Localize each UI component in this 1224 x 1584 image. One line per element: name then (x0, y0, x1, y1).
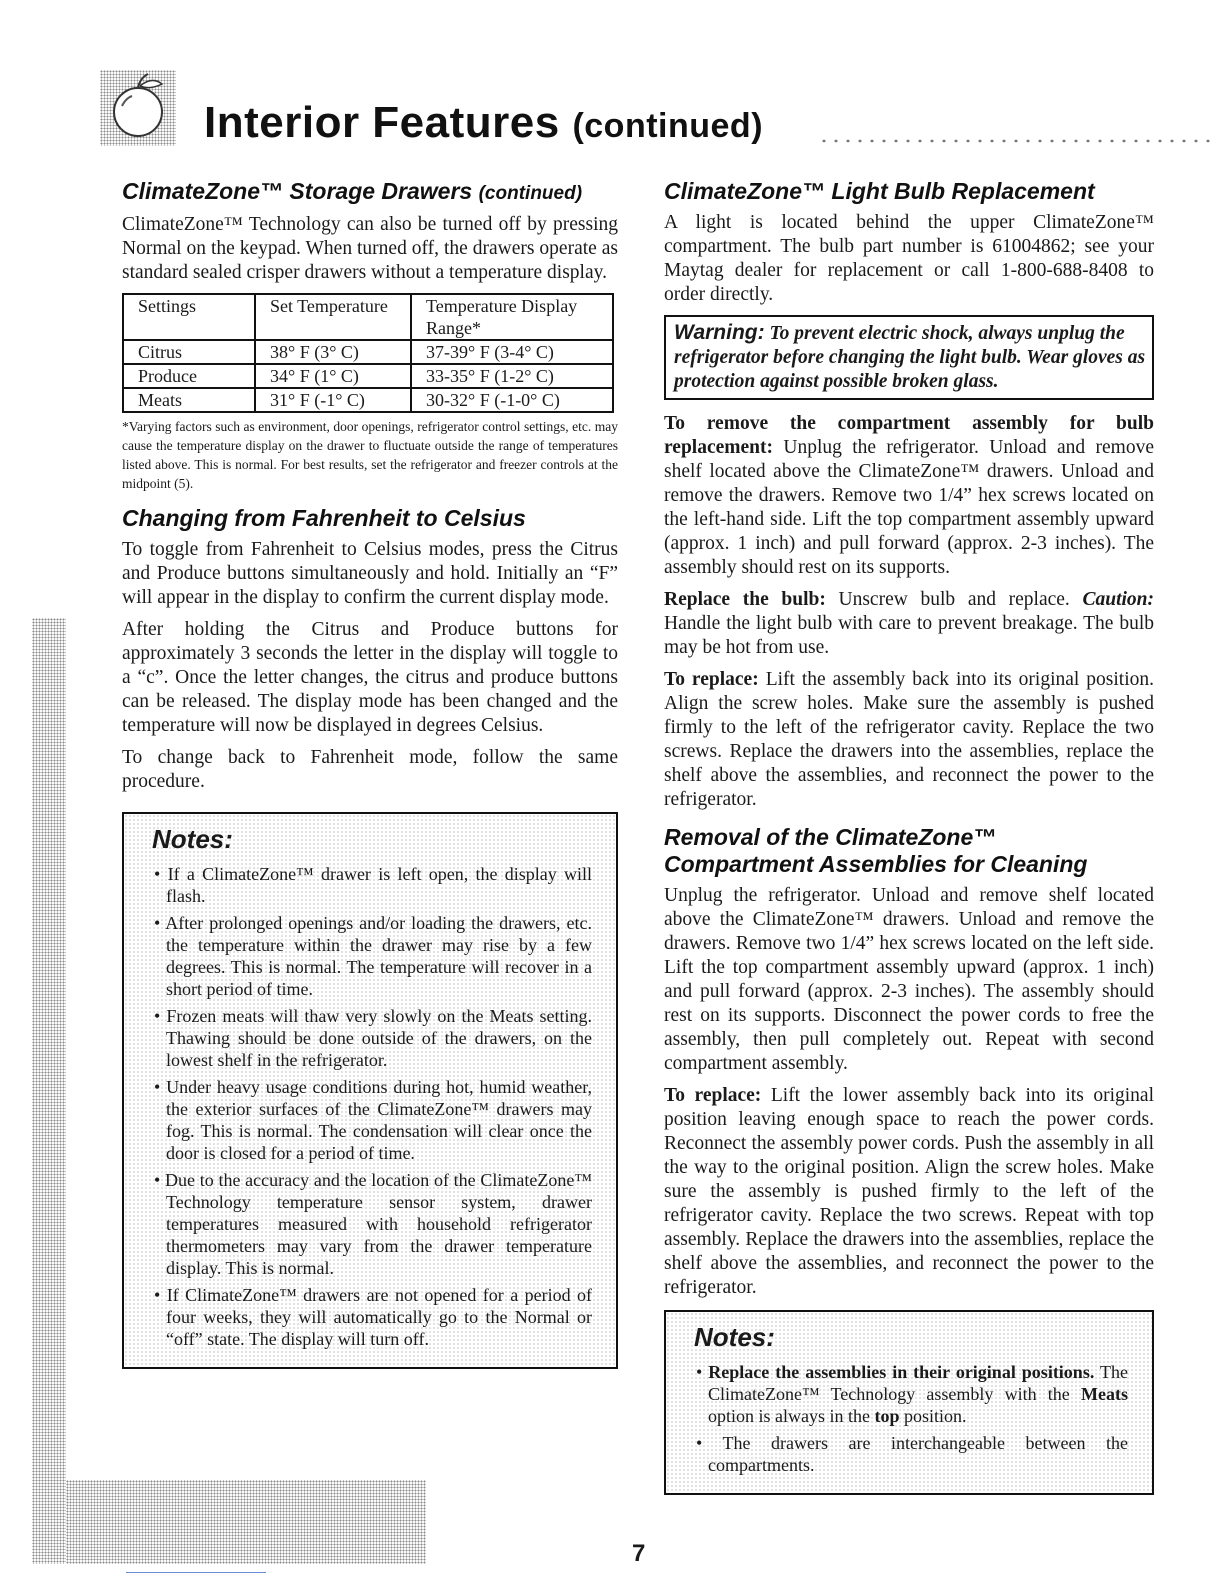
note-item: • Due to the accuracy and the location of the ClimateZone™ Technology temperature sensor system, drawer temperatures measured with household refrigerator thermometers may vary from the drawer temperature display. This is normal. (154, 1170, 592, 1278)
note-item: • The drawers are interchangeable between the compartments. (696, 1433, 1128, 1475)
table-header-cell: Settings (123, 294, 255, 340)
storage-drawers-paragraph: ClimateZone™ Technology can also be turned off by pressing Normal on the keypad. When turned off, the drawers operate as standard sealed crisper drawers without a temperature display. (122, 214, 618, 283)
removal-paragraph: Unplug the refrigerator. Unload and remove shelf located above the ClimateZone™ drawers. Unload and remove the drawers. Remove two 1/4” hex screws located on the left side. Lift the top compartment assembly upward (approx. 1 inch) and pull forward (approx. 2-3 inches). The assembly should rest on its supports. Disconnect the power cords to free the assembly, then pull completely out. Repeat with second compartment assembly. (664, 885, 1154, 1074)
table-cell: Citrus (123, 340, 255, 364)
note-item: • If a ClimateZone™ drawer is left open, the display will flash. (154, 864, 592, 906)
to-replace-paragraph: To replace: Lift the assembly back into its original position. Align the screw holes. Make sure the assembly is pushed firmly to the left of the refrigerator cavity. Replace the two screws. Replace the drawers into the assemblies, replace the shelf above the assemblies, and reconnect the power to the refrigerator. (664, 669, 1155, 810)
light-bulb-paragraph: A light is located behind the upper ClimateZone™ compartment. The bulb part number is 61004862; see your Maytag dealer for replacement or call 1-800-688-8408 to order directly. (664, 212, 1154, 305)
bottom-decorative-strip (66, 1480, 426, 1564)
changing-paragraph-1: To toggle from Fahrenheit to Celsius modes, press the Citrus and Produce buttons simultaneously and hold. Initially an “F” will appear in the display to confirm the current display mode. (122, 539, 618, 608)
changing-paragraph-3: To change back to Fahrenheit mode, follow the same procedure. (122, 747, 618, 792)
page-title: Interior Features (continued) (204, 98, 764, 147)
page-header (100, 70, 1210, 150)
table-cell: 30-32° F (-1-0° C) (411, 388, 613, 412)
warning-label: Warning: (674, 321, 765, 344)
table-cell: 33-35° F (1-2° C) (411, 364, 613, 388)
note-item: • If ClimateZone™ drawers are not opened for a period of four weeks, they will automatically go to the Normal or “off” state. The display will turn off. (154, 1285, 592, 1349)
table-cell: Meats (123, 388, 255, 412)
title-dotted-rule (818, 136, 1210, 146)
left-column (122, 178, 618, 1369)
replace-bulb-paragraph: Replace the bulb: Unscrew bulb and replace. Caution: Handle the light bulb with care to prevent breakage. The bulb may be hot from use. (664, 589, 1155, 658)
warning-text: To prevent electric shock, always unplug the refrigerator before changing the light bulb. Wear gloves as protection against possible broken glass. (674, 323, 1146, 392)
table-header-row (123, 294, 613, 340)
page-number: 7 (632, 1540, 646, 1567)
right-column (664, 178, 1154, 1495)
changing-paragraph-2: After holding the Citrus and Produce buttons for approximately 3 seconds the letter in the display will toggle to a “c”. Once the letter changes, the citrus and produce buttons can be released. The display mode has been changed and the temperature will now be displayed in degrees Celsius. (122, 619, 618, 736)
notes-title: Notes: (152, 824, 233, 854)
table-row (123, 340, 613, 364)
warning-box (664, 315, 1154, 400)
left-decorative-strip (32, 618, 66, 1564)
table-footnote: *Varying factors such as environment, door openings, refrigerator control settings, etc. may cause the temperature display on the drawer to fluctuate outside the range of temperatures listed above. This is normal. For best results, set the refrigerator and freezer controls at the midpoint (5). (122, 419, 618, 491)
table-row (123, 388, 613, 412)
remove-assembly-paragraph: To remove the compartment assembly for bulb replacement: Unplug the refrigerator. Unload and remove shelf located above the ClimateZone™ drawers. Unload and remove the drawers. Remove two 1/4” hex screws located on the left-hand side. Lift the top compartment assembly upward (approx. 1 inch) and pull forward (approx. 2-3 inches). The assembly should rest on its supports. (664, 413, 1154, 578)
table-row (123, 364, 613, 388)
light-bulb-heading: ClimateZone™ Light Bulb Replacement (664, 178, 1095, 204)
table-header-cell: Temperature Display Range* (411, 294, 613, 340)
apple-logo-icon (100, 70, 176, 146)
temperature-table (122, 293, 614, 413)
note-item: • Replace the assemblies in their original positions. The ClimateZone™ Technology assembly with the Meats option is always in the top position. (696, 1362, 1128, 1426)
table-cell: 38° F (3° C) (255, 340, 411, 364)
removal-heading: Removal of the ClimateZone™ Compartment Assemblies for Cleaning (664, 824, 1088, 877)
notes-title: Notes: (694, 1322, 775, 1352)
note-item: • Under heavy usage conditions during hot, humid weather, the exterior surfaces of the ClimateZone™ drawers may fog. This is normal. The condensation will clear once the door is closed for a period of time. (154, 1077, 592, 1163)
table-header-cell: Set Temperature (255, 294, 411, 340)
table-cell: 31° F (-1° C) (255, 388, 411, 412)
left-notes-box (122, 812, 618, 1369)
fahrenheit-celsius-heading: Changing from Fahrenheit to Celsius (122, 505, 526, 531)
removal-to-replace-paragraph: To replace: Lift the lower assembly back into its original position leaving enough space to reach the power cords. Reconnect the assembly power cords. Push the assembly in all the way to the original position. Align the screw holes. Make sure the assembly is pushed firmly to the left of the refrigerator cavity. Replace the two screws. Repeat with top assembly. Replace the drawers into the assemblies, replace the shelf above the assemblies, and reconnect the power to the refrigerator. (664, 1085, 1154, 1298)
table-cell: 34° F (1° C) (255, 364, 411, 388)
note-item: • Frozen meats will thaw very slowly on the Meats setting. Thawing should be done outside of the drawers, on the lowest shelf in the refrigerator. (154, 1006, 592, 1070)
right-notes-box (664, 1310, 1154, 1495)
table-cell: 37-39° F (3-4° C) (411, 340, 613, 364)
note-item: • After prolonged openings and/or loading the drawers, etc. the temperature within the drawer may rise by a few degrees. This is normal. The temperature will recover in a short period of time. (154, 913, 593, 999)
storage-drawers-heading: ClimateZone™ Storage Drawers (continued) (122, 178, 583, 204)
table-cell: Produce (123, 364, 255, 388)
bottom-blue-line (126, 1572, 266, 1573)
